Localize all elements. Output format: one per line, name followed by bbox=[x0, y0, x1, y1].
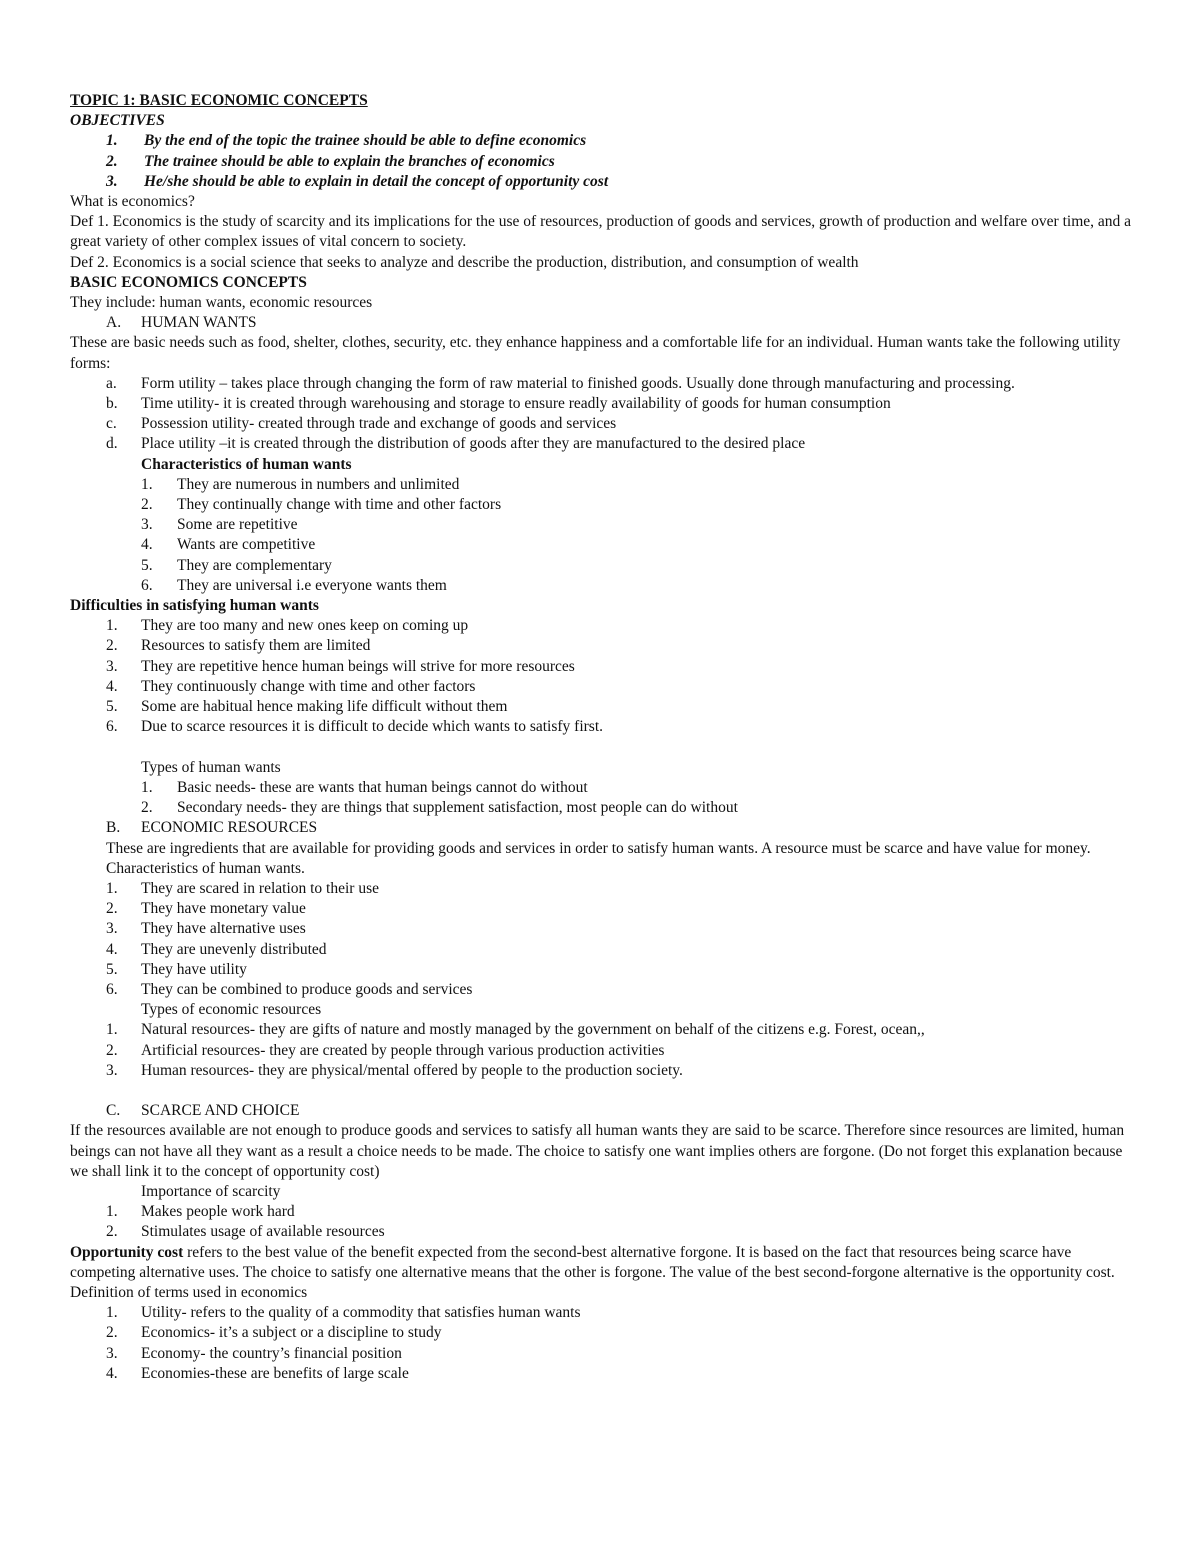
section-b-heading: B. ECONOMIC RESOURCES bbox=[106, 819, 318, 837]
list-item: 1. Makes people work hard bbox=[106, 1203, 295, 1221]
spacer bbox=[70, 1081, 1135, 1101]
page-title: TOPIC 1: BASIC ECONOMIC CONCEPTS bbox=[70, 92, 368, 109]
terms-list bbox=[70, 1303, 1135, 1384]
list-item: 4. Economies-these are benefits of large scale bbox=[106, 1364, 409, 1382]
list-item: 2. Artificial resources- they are created by people through various production activities bbox=[106, 1041, 665, 1059]
list-item: 3. He/she should be able to explain in detail the concept of opportunity cost bbox=[106, 172, 609, 190]
types-heading: Types of human wants bbox=[141, 758, 281, 776]
they-include: They include: human wants, economic resources bbox=[70, 294, 373, 312]
list-item: 3. Human resources- they are physical/mental offered by people to the production society. bbox=[106, 1061, 683, 1079]
list-item: b. Time utility- it is created through warehousing and storage to ensure readly availability of goods for human consumption bbox=[106, 395, 891, 413]
opportunity-cost-term: Opportunity cost bbox=[70, 1243, 184, 1261]
document-page bbox=[70, 91, 1135, 1384]
objectives-heading: OBJECTIVES bbox=[70, 112, 165, 130]
definition-2: Def 2. Economics is a social science that seeks to analyze and describe the production, distribution, and consumption of wealth bbox=[70, 253, 859, 271]
list-item: 2. They continually change with time and other factors bbox=[141, 496, 502, 514]
importance-list bbox=[70, 1202, 1135, 1242]
list-item: 3. They have alternative uses bbox=[106, 920, 306, 938]
terms-heading: Definition of terms used in economics bbox=[70, 1283, 308, 1301]
list-item: 1. By the end of the topic the trainee should be able to define economics bbox=[106, 132, 587, 150]
list-item: 1. Utility- refers to the quality of a commodity that satisfies human wants bbox=[106, 1304, 581, 1322]
types-list bbox=[70, 778, 1135, 818]
section-c-heading: C. SCARCE AND CHOICE bbox=[106, 1102, 300, 1120]
objectives-list bbox=[70, 131, 1135, 192]
section-a-heading: A. HUMAN WANTS bbox=[106, 314, 257, 332]
list-item: 2. Economics- it’s a subject or a discipline to study bbox=[106, 1324, 442, 1342]
list-item: 1. Basic needs- these are wants that human beings cannot do without bbox=[141, 778, 588, 796]
spacer bbox=[70, 738, 1135, 758]
list-item: d. Place utility –it is created through the distribution of goods after they are manufactured to the desired place bbox=[106, 435, 806, 453]
what-is-economics: What is economics? bbox=[70, 193, 195, 211]
resource-characteristics-heading: Characteristics of human wants. bbox=[106, 859, 305, 877]
utility-forms-list bbox=[70, 374, 1135, 455]
list-item: 2. They have monetary value bbox=[106, 900, 306, 918]
list-item: 6. They are universal i.e everyone wants them bbox=[141, 576, 447, 594]
opportunity-cost-text: refers to the best value of the benefit expected from the second-best alternative forgone. It is based on the fact that resources being scarce have competing alternative uses. The choice to satisfy one alternative means that the other is forgone. The value of the best second-forgone alternative is the opportunity cost. bbox=[70, 1243, 1115, 1281]
list-item: 2. Secondary needs- they are things that supplement satisfaction, most people can do without bbox=[141, 799, 738, 817]
list-item: 4. Wants are competitive bbox=[141, 536, 316, 554]
list-item: a. Form utility – takes place through changing the form of raw material to finished goods. Usually done through manufacturing and processing. bbox=[106, 374, 1015, 392]
list-item: 3. Some are repetitive bbox=[141, 516, 298, 534]
list-item: 3. They are repetitive hence human beings will strive for more resources bbox=[106, 657, 575, 675]
list-item: 5. They are complementary bbox=[141, 556, 332, 574]
list-item: 1. They are too many and new ones keep on coming up bbox=[106, 617, 469, 635]
scarce-text: If the resources available are not enough to produce goods and services to satisfy all human wants they are said to be scarce. Therefore since resources are limited, human beings can not have all they want as a result a choice needs to be made. The choice to satisfy one want implies others are forgone. (Do not forget this explanation because we shall link it to the concept of opportunity cost) bbox=[70, 1122, 1125, 1180]
resource-types-list bbox=[70, 1020, 1135, 1081]
list-item: 3. Economy- the country’s financial position bbox=[106, 1344, 402, 1362]
definition-1: Def 1. Economics is the study of scarcity and its implications for the use of resources, production of goods and services, growth of production and welfare over time, and a great variety of other complex issues of vital concern to society. bbox=[70, 213, 1132, 251]
list-item: c. Possession utility- created through trade and exchange of goods and services bbox=[106, 415, 617, 433]
list-item: 5. Some are habitual hence making life difficult without them bbox=[106, 698, 508, 716]
list-item: 6. They can be combined to produce goods and services bbox=[106, 980, 473, 998]
list-item: 6. Due to scarce resources it is difficult to decide which wants to satisfy first. bbox=[106, 718, 604, 736]
characteristics-list bbox=[70, 475, 1135, 596]
list-item: 5. They have utility bbox=[106, 960, 247, 978]
list-item: 1. Natural resources- they are gifts of nature and mostly managed by the government on behalf of the citizens e.g. Forest, ocean,, bbox=[106, 1021, 925, 1039]
list-item: 2. The trainee should be able to explain the branches of economics bbox=[106, 152, 555, 170]
opportunity-cost-paragraph bbox=[70, 1243, 1135, 1283]
human-wants-intro: These are basic needs such as food, shelter, clothes, security, etc. they enhance happiness and a comfortable life for an individual. Human wants take the following utility forms: bbox=[70, 334, 1121, 372]
list-item: 2. Resources to satisfy them are limited bbox=[106, 637, 371, 655]
list-item: 4. They are unevenly distributed bbox=[106, 940, 327, 958]
resource-types-heading: Types of economic resources bbox=[141, 1001, 322, 1019]
list-item: 1. They are scared in relation to their use bbox=[106, 879, 379, 897]
list-item: 1. They are numerous in numbers and unlimited bbox=[141, 475, 460, 493]
list-item: 4. They continuously change with time and other factors bbox=[106, 677, 476, 695]
difficulties-heading: Difficulties in satisfying human wants bbox=[70, 597, 319, 615]
basic-concepts-heading: BASIC ECONOMICS CONCEPTS bbox=[70, 273, 307, 291]
importance-heading: Importance of scarcity bbox=[141, 1182, 281, 1200]
resources-intro: These are ingredients that are available for providing goods and services in order to satisfy human wants. A resource must be scarce and have value for money. bbox=[106, 839, 1091, 857]
resource-characteristics-list bbox=[70, 879, 1135, 1000]
characteristics-heading: Characteristics of human wants bbox=[141, 455, 352, 473]
difficulties-list bbox=[70, 616, 1135, 737]
list-item: 2. Stimulates usage of available resources bbox=[106, 1223, 385, 1241]
